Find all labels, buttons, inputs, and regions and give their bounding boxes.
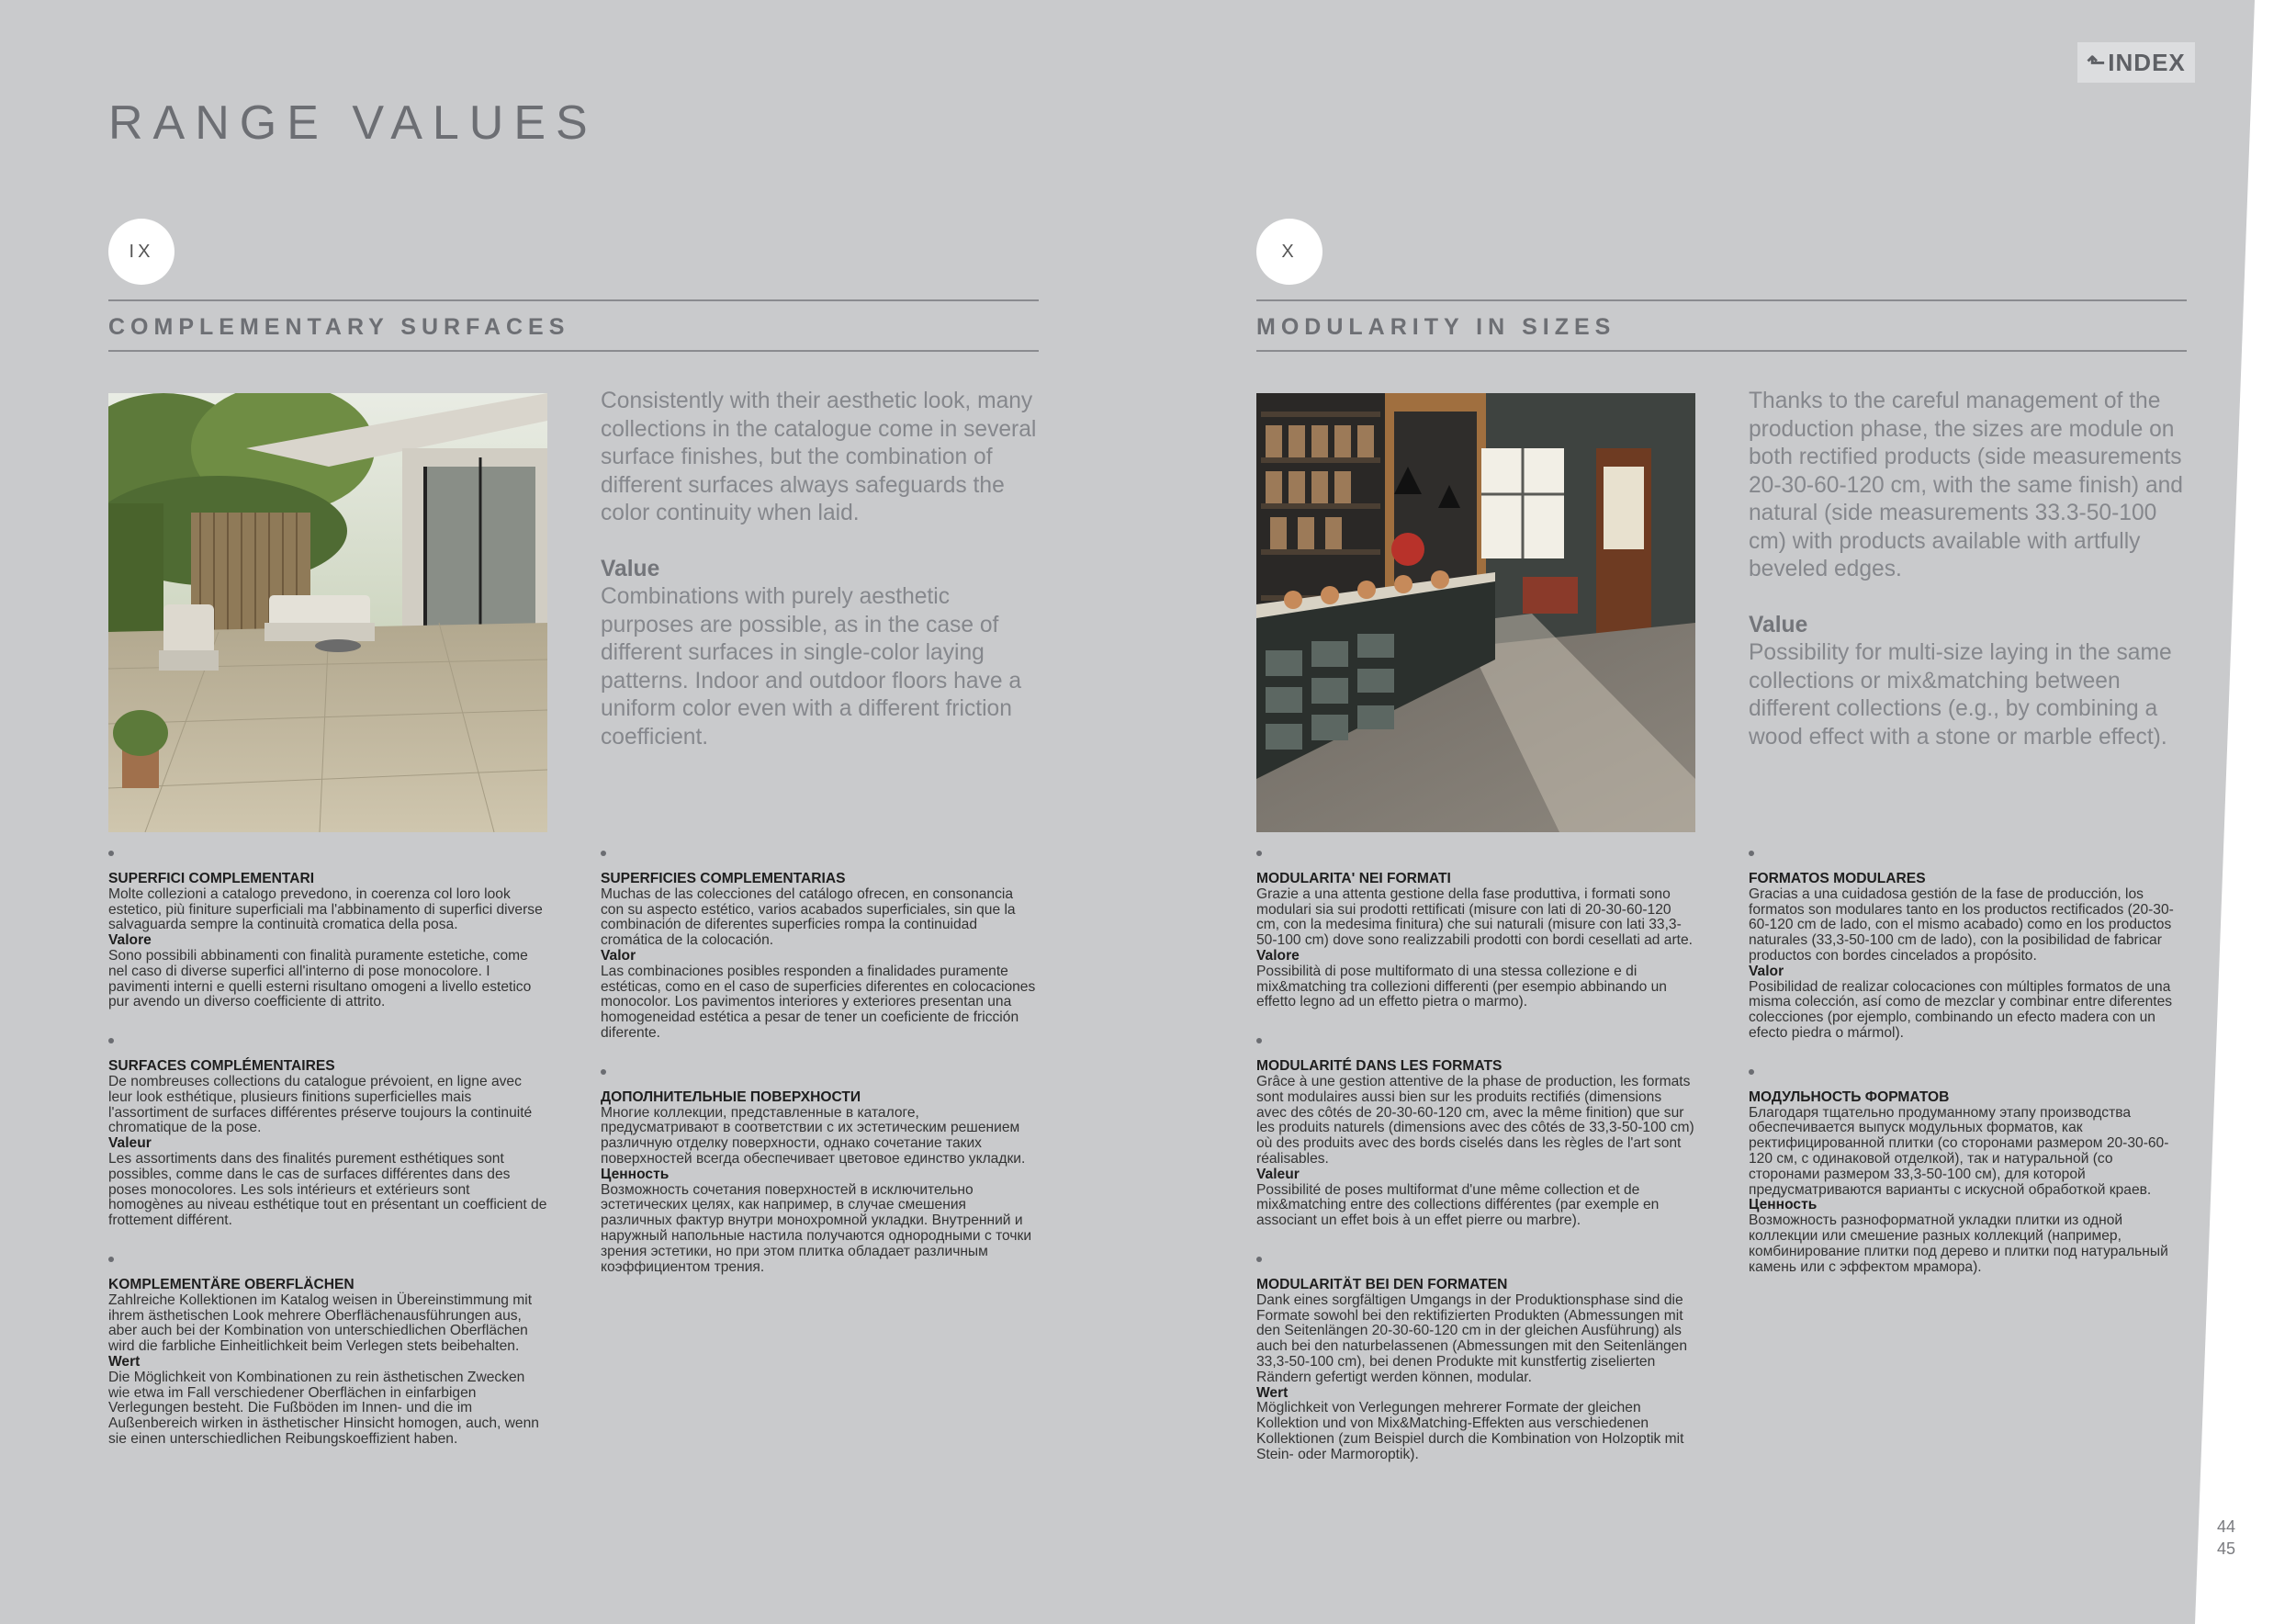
translation-value-label: Valeur xyxy=(108,1135,152,1152)
section-heading: MODULARITY IN SIZES xyxy=(1256,314,1616,340)
translation-block xyxy=(1256,1038,1695,1229)
translation-block xyxy=(601,1069,1040,1276)
translation-text: Благодаря тщательно продуманному этапу производства обеспечивается выпуск модульных форматов, как ректифицированной плитки (со сторонами размером 20-30-60-120 см, с одинаковой отделкой), так и натуральной (со сторонами размером 33,3-50-100 см), для которой предусматриваются варианты с искусной обработкой краев. xyxy=(1749,1104,2169,1198)
translation-value-label: Wert xyxy=(108,1353,141,1370)
index-label: INDEX xyxy=(2108,48,2186,76)
page-title: RANGE VALUES xyxy=(108,96,598,150)
translation-value-text: Возможность сочетания поверхностей в исключительно эстетических целях, как например, в случае смешения различных фактур внутри монохромной укладки. Внутренний и наружный напольные настила получаются однородными с точки зрения эстетики, но при этом плитка обладает различным коэффициентом трения. xyxy=(601,1181,1032,1275)
bullet-dot xyxy=(108,1257,114,1262)
translation-heading: ДОПОЛНИТЕЛЬНЫЕ ПОВЕРХНОСТИ xyxy=(601,1088,861,1105)
translation-block xyxy=(1749,851,2188,1042)
translation-value-text: Posibilidad de realizar colocaciones con múltiples formatos de una misma colección, así como de mezclar y combinar entre diferentes colecciones (por ejemplo, combinando un efecto madera con un efecto piedra o mármol). xyxy=(1749,978,2173,1041)
intro-paragraph: Thanks to the careful management of the production phase, the sizes are module on both rectified products (side measurements 20-30-60-120 cm, with the same finish) and natural (side measurements 33.3-50-100 cm) with products available with artfully beveled edges. xyxy=(1749,389,2183,581)
bullet-dot xyxy=(108,851,114,856)
translation-text: Grazie a una attenta gestione della fase produttiva, i formati sono modulari sia sui prodotti rettificati (misure con lati di 20-30-60-120 cm, con la medesima finitura) che sui naturali (misure con lati 33,3-50-100 cm) dove sono realizzabili prodotti con bordi cesellati ad arte. xyxy=(1256,885,1694,949)
translation-text: Dank eines sorgfältigen Umgangs in der Produktionsphase sind die Formate sowohl bei den rektifizierten Produkten (Abmessungen mit den Seitenlängen 20-30-60-120 cm in der gleichen Ausführung) als auch bei den naturbelassenen (Abmessungen mit den Seitenlängen 33,3-50-100 cm), bei denen Produkte mit kunstfertig ziselierten Rändern gefertigt werden können, modular. xyxy=(1256,1291,1688,1385)
translations-column xyxy=(1749,851,2188,1303)
translation-value-label: Valeur xyxy=(1256,1166,1300,1182)
translation-heading: MODULARITÉ DANS LES FORMATS xyxy=(1256,1058,1503,1075)
translation-text: De nombreuses collections du catalogue prévoient, en ligne avec leur look esthétique, plusieurs finitions superficielles mais l'assortiment de surfaces différentes préserve toujours la continuité chromatique de la pose. xyxy=(108,1073,533,1136)
divider xyxy=(1256,299,2187,301)
translation-block xyxy=(108,851,547,1010)
translation-heading: SURFACES COMPLÉMENTAIRES xyxy=(108,1058,335,1075)
translation-value-label: Wert xyxy=(1256,1384,1289,1401)
section-number-badge: IX xyxy=(108,219,174,285)
translation-heading: МОДУЛЬНОСТЬ ФОРМАТОВ xyxy=(1749,1088,1950,1105)
value-label: Value xyxy=(601,556,660,581)
translation-block xyxy=(1256,1257,1695,1463)
translation-text: Gracias a una cuidadosa gestión de la fase de producción, los formatos son modulares tanto en los productos rectificados (20-30-60-120 cm de lado, con el mismo acabado) como en los productos naturales (33,3-50-100 cm de lado), con la posibilidad de fabricar productos con bordes cincelados a propósito. xyxy=(1749,885,2174,964)
translation-block xyxy=(1256,851,1695,1010)
translation-value-text: Possibilité de poses multiformat d'une même collection et de mix&matching entre des collections différentes (par exemple en associant un effet bois à un effet pierre ou marbre). xyxy=(1256,1181,1660,1229)
translation-heading: MODULARITÄT BEI DEN FORMATEN xyxy=(1256,1276,1508,1292)
bullet-dot xyxy=(108,1038,114,1043)
section-number-badge: X xyxy=(1256,219,1322,285)
value-label: Value xyxy=(1749,612,1808,637)
value-paragraph: Combinations with purely aesthetic purposes are possible, as in the case of different surfaces in single-color laying patterns. Indoor and outdoor floors have a uniform color even with a different friction coefficient. xyxy=(601,584,1022,750)
translation-block xyxy=(601,851,1040,1042)
page-number-left: 44 xyxy=(2217,1517,2236,1536)
arrow-up-icon: ⬑ xyxy=(2087,50,2107,75)
intro-text xyxy=(1749,388,2189,751)
bullet-dot xyxy=(1256,1257,1262,1262)
translations-column xyxy=(1256,851,1695,1491)
translation-value-text: Möglichkeit von Verlegungen mehrerer Formate der gleichen Kollektion und von Mix&Matching-Effekten aus verschiedenen Kollektionen (zum Beispiel durch die Kombination von Holzoptik mit Stein- oder Marmoroptik). xyxy=(1256,1400,1684,1462)
translation-text: Muchas de las colecciones del catálogo ofrecen, en consonancia con su aspecto estético, varios acabados superficiales, sin que la combinación de diferentes superficies rompa la continuidad cromática de la colocación. xyxy=(601,885,1016,949)
translation-heading: SUPERFICI COMPLEMENTARI xyxy=(108,871,315,886)
translation-text: Molte collezioni a catalogo prevedono, in coerenza col loro look estetico, più finiture superficiali ma l'abbinamento di superfici diverse salvaguarda sempre la continuità cromatica della posa. xyxy=(108,885,543,933)
outdoor-terrace-photo xyxy=(108,393,547,832)
intro-paragraph: Consistently with their aesthetic look, many collections in the catalogue come in several surface finishes, but the combination of different surfaces always safeguards the color continuity when laid. xyxy=(601,389,1037,525)
bullet-dot xyxy=(1749,851,1754,856)
translation-text: Zahlreiche Kollektionen im Katalog weisen in Übereinstimmung mit ihrem ästhetischen Look mehrere Oberflächenausführungen aus, aber auch bei der Kombination von unterschiedlichen Oberflächen wird die farbliche Einheitlichkeit beim Verlegen stets beibehalten. xyxy=(108,1291,533,1355)
translation-value-text: Возможность разноформатной укладки плитки из одной коллекции или смешение разных коллекций (например, комбинирование плитки под дерево и плитки под натуральный камень или с эффектом мрамора). xyxy=(1749,1212,2168,1275)
translation-heading: KOMPLEMENTÄRE OBERFLÄCHEN xyxy=(108,1276,355,1292)
translation-value-text: Sono possibili abbinamenti con finalità puramente estetiche, come nel caso di diverse superfici all'interno di pose monocolore. I pavimenti interni e quelli esterni risultano omogeni a livello estetico pur avendo un diverso coefficiente di attrito. xyxy=(108,947,532,1010)
value-paragraph: Possibility for multi-size laying in the same collections or mix&matching between different collections (e.g., by combining a wood effect with a stone or marble effect). xyxy=(1749,640,2172,750)
bullet-dot xyxy=(601,851,606,856)
translation-value-label: Ценность xyxy=(601,1166,670,1182)
translation-value-text: Die Möglichkeit von Kombinationen zu rein ästhetischen Zwecken wie etwa im Fall verschiedener Oberflächen in einfarbigen Verlegungen besteht. Die Fußböden im Innen- und die im Außenbereich wirken in ästhetischer Hinsicht homogen, auch, wenn sie einen unterschiedlichen Reibungskoeffizient haben. xyxy=(108,1369,539,1447)
divider xyxy=(108,350,1039,352)
translation-value-text: Les assortiments dans des finalités purement esthétiques sont possibles, comme dans le cas de surfaces différentes dans des poses monocolores. Les sols intérieurs et extérieurs sont homogènes au niveau esthétique tout en présentant un coefficient de frottement différent. xyxy=(108,1150,547,1229)
translation-heading: SUPERFICIES COMPLEMENTARIAS xyxy=(601,871,846,886)
intro-text xyxy=(601,388,1041,751)
shop-interior-photo xyxy=(1256,393,1695,832)
section-heading: COMPLEMENTARY SURFACES xyxy=(108,314,570,340)
bullet-dot xyxy=(1256,1038,1262,1043)
translation-value-label: Valore xyxy=(1256,947,1300,964)
divider xyxy=(108,299,1039,301)
bullet-dot xyxy=(601,1069,606,1075)
translation-value-label: Valor xyxy=(1749,963,1784,979)
translation-block xyxy=(1749,1069,2188,1276)
translation-value-text: Las combinaciones posibles responden a finalidades puramente estéticas, como en el caso de superficies diferentes en colocaciones monocolor. Los pavimentos interiores y exteriores presentan una homogeneidad estética a pesar de tener un coeficiente de fricción diferente. xyxy=(601,963,1036,1041)
divider xyxy=(1256,350,2187,352)
translation-block xyxy=(108,1038,547,1229)
translation-block xyxy=(108,1257,547,1448)
translations-column xyxy=(108,851,547,1475)
page-number-right: 45 xyxy=(2217,1539,2236,1558)
translation-value-text: Possibilità di pose multiformato di una stessa collezione e di mix&matching tra collezioni differenti (per esempio abbinando un effetto legno ad un effetto pietra o marmo). xyxy=(1256,963,1667,1010)
bullet-dot xyxy=(1256,851,1262,856)
translations-column xyxy=(601,851,1040,1303)
translation-heading: MODULARITA' NEI FORMATI xyxy=(1256,871,1451,886)
translation-value-label: Valor xyxy=(601,947,636,964)
translation-value-label: Valore xyxy=(108,932,152,949)
translation-heading: FORMATOS MODULARES xyxy=(1749,871,1926,886)
translation-text: Grâce à une gestion attentive de la phase de production, les formats sont modulaires aussi bien sur les produits rectifiés (dimensions avec des côtés de 20-30-60-120 cm, avec la même finition) que sur les produits naturels (dimensions avec des côtés de 33,3-50-100 cm) où des produits avec des bords ciselés dans les règles de l'art sont réalisables. xyxy=(1256,1073,1694,1167)
translation-text: Многие коллекции, представленные в каталоге, предусматривают в соответствии с их эстетическим решением различную отделку поверхности, однако сочетание таких поверхностей всегда обеспечивает цветовое единство укладки. xyxy=(601,1104,1026,1167)
bullet-dot xyxy=(1749,1069,1754,1075)
translation-value-label: Ценность xyxy=(1749,1197,1818,1213)
index-button[interactable] xyxy=(2077,42,2195,83)
